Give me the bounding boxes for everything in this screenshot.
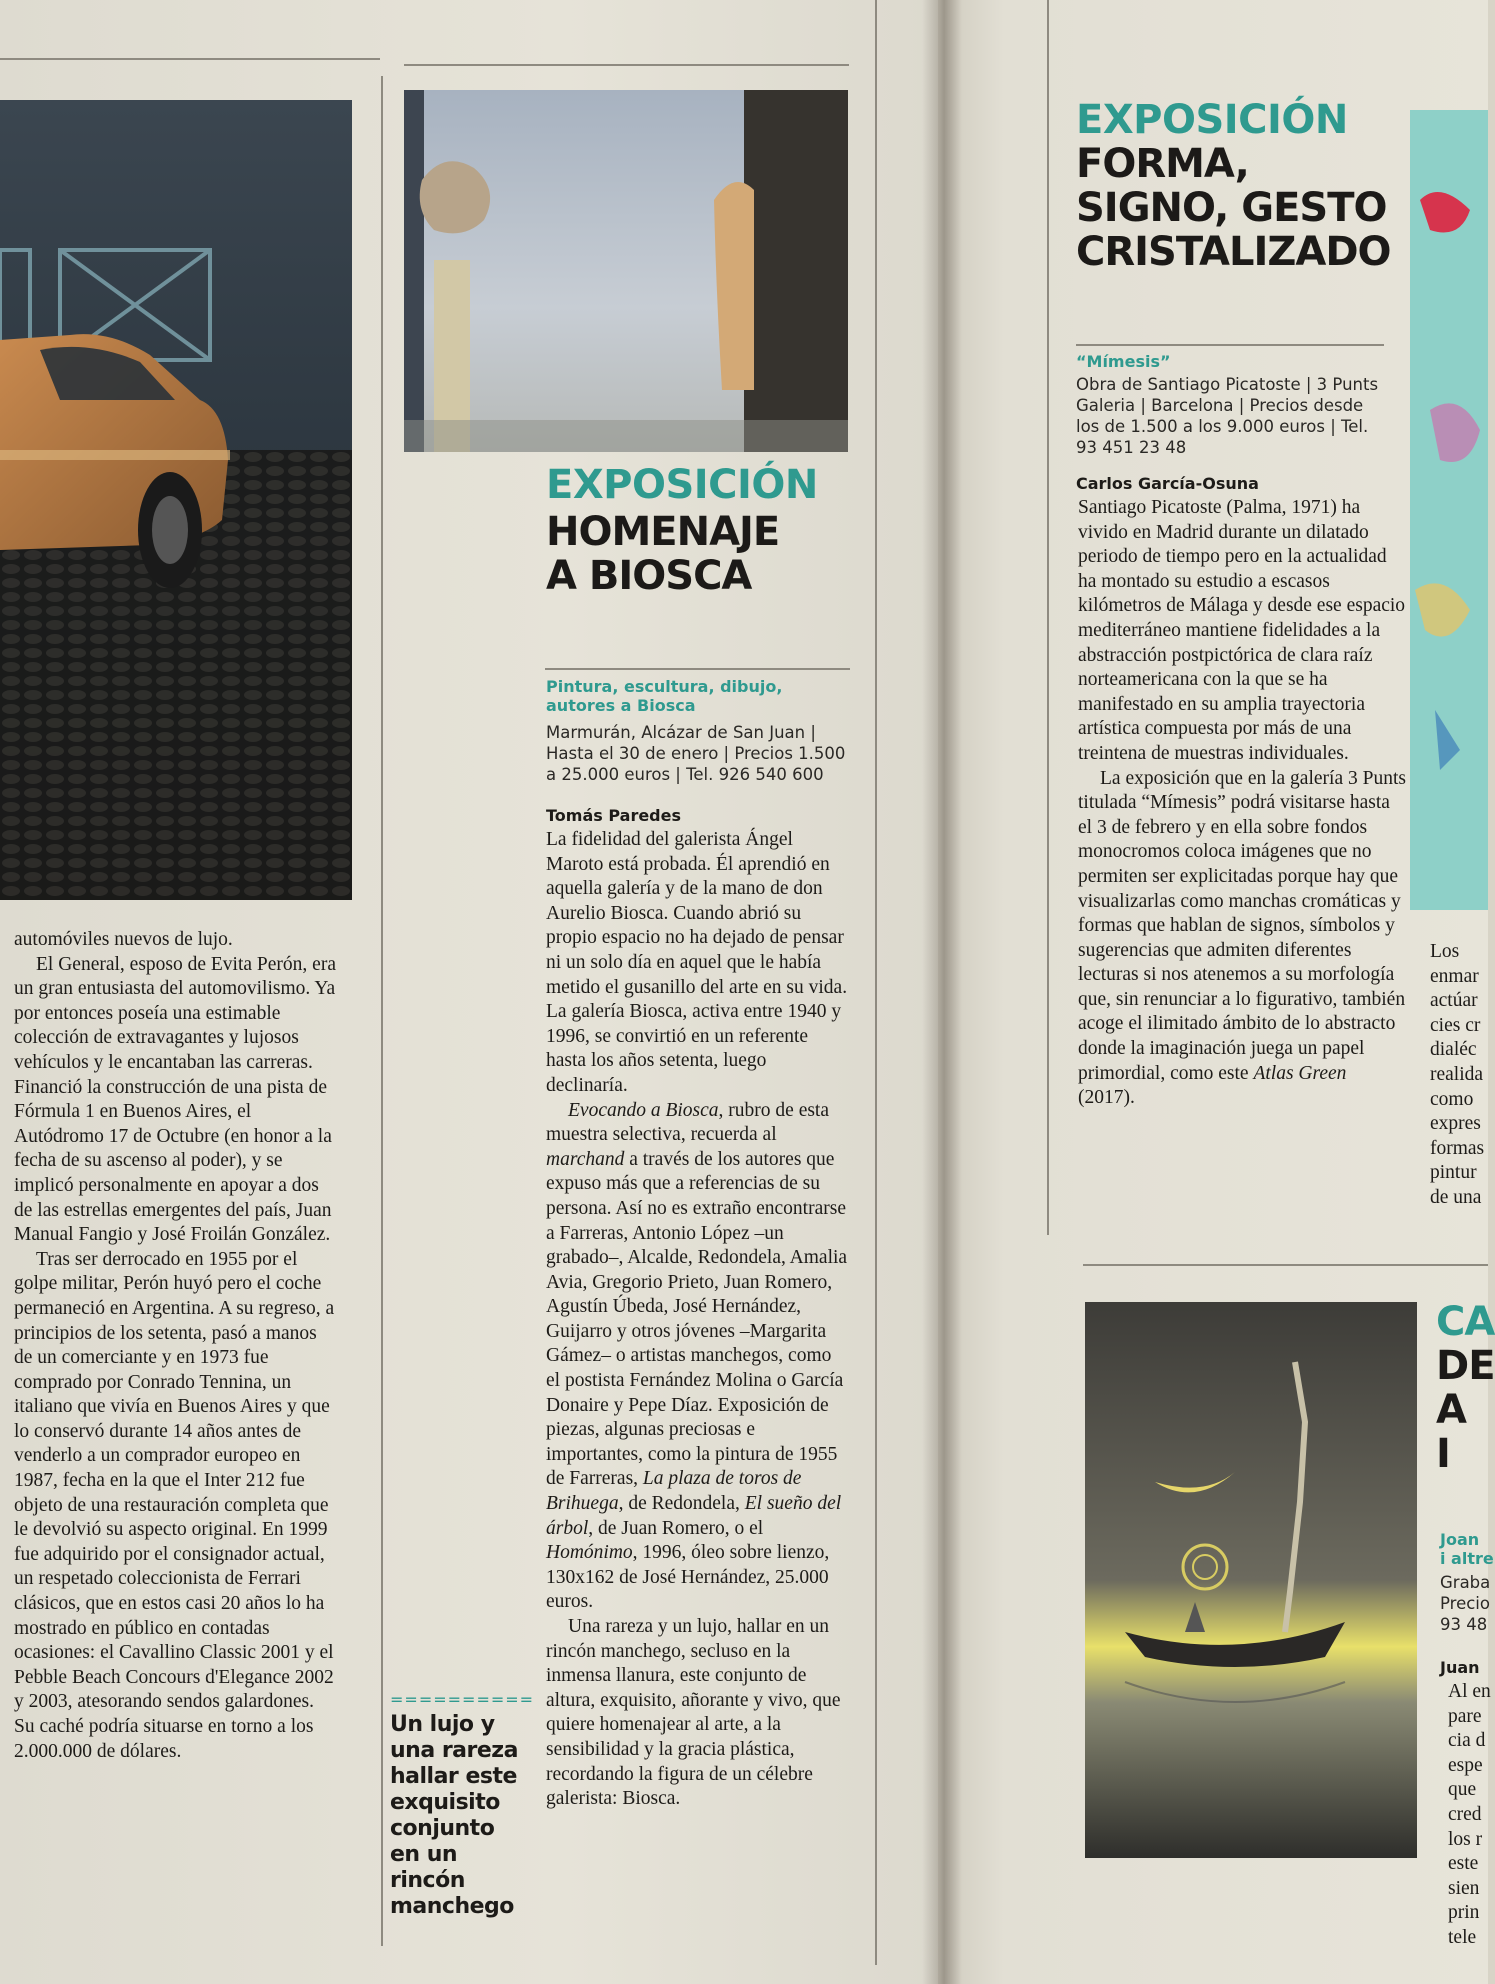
section-rule-right bbox=[1083, 1264, 1488, 1266]
biosca-author: Tomás Paredes bbox=[546, 806, 682, 825]
cut-article-meta bbox=[1440, 1530, 1494, 1568]
cut-body-line: prin bbox=[1448, 1902, 1480, 1924]
biosca-headline-line-2: A BIOSCA bbox=[546, 553, 752, 599]
biosca-paragraph-1: La fidelidad del galerista Ángel Maroto está probada. Él aprendió en aquella galería y de la mano de don Aurelio Biosca. Cuando abrió su propio espacio no ha dejado de pensar ni un solo día en aquel que le había metido el gusanillo del arte en su vida. La galería Biosca, activa entre 1940 y 1996, se convirtió en un referente hasta los años setenta, luego declinaría. bbox=[546, 829, 848, 1096]
cut-line: pintur bbox=[1430, 1162, 1477, 1184]
column-divider-middle bbox=[875, 0, 877, 1965]
cut-line: Los bbox=[1430, 941, 1460, 962]
biosca-body bbox=[546, 828, 848, 1812]
picatoste-paragraph-1: Santiago Picatoste (Palma, 1971) ha vivido en Madrid durante un dilatado periodo de tiempo pero en la actualidad ha montado su estudio a escasos kilómetros de Málaga y desde ese espacio mediterráneo mantiene fidelidades a la abstracción postpictórica de clara raíz norteamericana con la que se ha manifestado en su amplia trayectoria artística compuesta por más de una treintena de muestras individuales. bbox=[1078, 497, 1406, 764]
cut-line: enmar bbox=[1430, 965, 1479, 987]
biosca-p2-marchand: marchand bbox=[546, 1148, 625, 1170]
top-rule-left bbox=[0, 58, 380, 60]
cut-article-info bbox=[1440, 1572, 1491, 1635]
cut-info-line: 93 48 bbox=[1440, 1615, 1488, 1634]
cut-body-line: sien bbox=[1448, 1877, 1480, 1899]
picatoste-meta-title: “Mímesis” bbox=[1076, 352, 1171, 371]
top-rule-middle bbox=[404, 64, 849, 66]
left-paragraph-2: Tras ser derrocado en 1955 por el golpe militar, Perón huyó pero el coche permaneció en Argentina. A su regreso, a principios de los setenta, pasó a manos de un comerciante y en 1973 fue comprado por Conrado Tennina, un italiano que vivía en Buenos Aires y que lo conservó durante 14 años antes de venderlo a un comprador europeo en 1987, fecha en la que el Inter 212 fue objeto de una restauración completa que le devolvió su aspecto original. En 1999 fue adquirido por el consignador actual, un respetado coleccionista de Ferrari clásicos, que en estos casi 20 años lo ha mostrado en público en contadas ocasiones: el Cavallino Classic 2001 y el Pebble Beach Concours d'Elegance 2002 y 2003, atesorando sendos galardones. Su caché podría situarse en torno a los 2.000.000 de dólares. bbox=[14, 1248, 335, 1762]
left-article-body bbox=[14, 928, 336, 1764]
cut-meta-line: Joan bbox=[1440, 1530, 1480, 1549]
biosca-p2-text-f: , de Redondela, bbox=[618, 1493, 745, 1515]
cut-body-line: pare bbox=[1448, 1705, 1482, 1727]
biosca-meta-rule bbox=[545, 668, 850, 670]
biosca-headline-line-1: HOMENAJE bbox=[546, 509, 780, 555]
pull-quote-rule: ========== bbox=[390, 1690, 535, 1709]
column-divider-left bbox=[381, 76, 383, 1946]
column-divider-right-page bbox=[1047, 0, 1049, 1235]
cut-body-line: que bbox=[1448, 1779, 1477, 1801]
biosca-p2-text-d: a través de los autores que expuso más que a referencias de su persona. Así no es extraño encontrarse a Farreras, Antonio López –un grabado–, Alcalde, Redondela, Amalia Avia, Gregorio Prieto, Juan Romero, Agustín Úbeda, José Hernández, Guijarro y otros jóvenes –Margarita Gámez– o artistas manchegos, como el postista Fernández Molina o García Donaire y Pepe Díaz. Exposición de piezas, algunas preciosas e importantes, como la pintura de 1955 de Farreras, bbox=[546, 1148, 848, 1490]
cut-body-line: cred bbox=[1448, 1803, 1482, 1825]
picatoste-paragraph-2 bbox=[1078, 767, 1406, 1111]
biosca-p2-work-3: Homónimo bbox=[546, 1542, 633, 1564]
left-paragraph-0: automóviles nuevos de lujo. bbox=[14, 929, 233, 950]
cut-line: cies cr bbox=[1430, 1014, 1481, 1036]
picatoste-p2-text-a: La exposición que en la galería 3 Punts titulada “Mímesis” podrá visitarse hasta el 3 de febrero y en ella sobre fondos monocromos coloca imágenes que no permiten ser explicitadas porque hay que visualizarlas como manchas cromáticas y formas que hablan de signos, símbolos y sugerencias que admiten diferentes lecturas si nos atenemos a su morfología que, sin renunciar a lo figurativo, también acoge el ilimitado ámbito de lo abstracto donde la imaginación juega un papel primordial, como este bbox=[1078, 767, 1406, 1084]
picatoste-p2-work: Atlas Green bbox=[1253, 1062, 1347, 1084]
biosca-painting bbox=[404, 90, 848, 452]
cut-info-line: Graba bbox=[1440, 1573, 1491, 1592]
biosca-p2-text-b: , rubro de esta muestra selectiva, recuerda al bbox=[546, 1099, 830, 1146]
cut-column-right bbox=[1430, 940, 1488, 1211]
cut-article-body bbox=[1448, 1680, 1491, 1951]
cut-body-line: tele bbox=[1448, 1926, 1477, 1948]
cut-line: formas bbox=[1430, 1137, 1485, 1159]
cut-line: realida bbox=[1430, 1063, 1484, 1085]
biosca-meta-title: Pintura, escultura, dibujo, autores a Biosca bbox=[546, 677, 783, 715]
picatoste-headline-line-2: SIGNO, GESTO bbox=[1076, 185, 1387, 231]
biosca-kicker: EXPOSICIÓN bbox=[546, 462, 818, 508]
biosca-p2-title: Evocando a Biosca bbox=[568, 1099, 719, 1121]
cut-line: como bbox=[1430, 1088, 1474, 1110]
atlas-green-artwork bbox=[1410, 110, 1488, 910]
left-paragraph-1: El General, esposo de Evita Perón, era un gran entusiasta del automovilismo. Ya por entonces poseía una estimable colección de extravagantes y lujosos vehículos y le encantaban las carreras. Financió la construcción de una pista de Fórmula 1 en Buenos Aires, el Autódromo 17 de Octubre (en honor a la fecha de su ascenso al poder), y se implicó personalmente en apoyar a dos de las estrellas emergentes del país, Juan Manual Fangio y José Froilán González. bbox=[14, 953, 336, 1246]
picatoste-body bbox=[1078, 496, 1406, 1111]
cut-body-line: cia d bbox=[1448, 1730, 1486, 1752]
picatoste-meta-info: Obra de Santiago Picatoste | 3 Punts Galeria | Barcelona | Precios desde los de 1.500 a los 9.000 euros | Tel. 93 451 23 48 bbox=[1076, 375, 1379, 457]
cut-headline-line: DE bbox=[1436, 1343, 1495, 1389]
cut-body-line: Al en bbox=[1448, 1681, 1491, 1702]
cut-body-line: este bbox=[1448, 1853, 1479, 1875]
picatoste-meta-rule bbox=[1076, 344, 1384, 346]
cut-line: expres bbox=[1430, 1113, 1481, 1135]
biosca-p2-work-2: El sueño del árbol bbox=[546, 1493, 842, 1539]
cut-article-headline bbox=[1436, 1299, 1495, 1477]
cut-headline-line: A I bbox=[1436, 1387, 1466, 1477]
biosca-meta-info: Marmurán, Alcázar de San Juan | Hasta el 30 de enero | Precios 1.500 a 25.000 euros | Tel. 926 540 600 bbox=[546, 723, 846, 784]
cut-line: actúar bbox=[1430, 990, 1478, 1012]
cut-meta-line: i altre bbox=[1440, 1549, 1494, 1568]
page-gutter bbox=[922, 0, 962, 1984]
picatoste-kicker: EXPOSICIÓN bbox=[1076, 97, 1348, 143]
biosca-p2-work-1: La plaza de toros de Brihuega bbox=[546, 1468, 802, 1515]
biosca-paragraph-3: Una rareza y un lujo, hallar en un rincón manchego, secluso en la inmensa llanura, este conjunto de altura, exquisito, añorante y vivo, que quiere homenajear al arte, a la sensibilidad y la gracia plástica, recordando la figura de un célebre galerista: Biosca. bbox=[546, 1616, 841, 1810]
cut-body-line: espe bbox=[1448, 1754, 1483, 1776]
picatoste-headline-line-1: FORMA, bbox=[1076, 141, 1249, 187]
etching-artwork bbox=[1085, 1302, 1417, 1858]
car-photo bbox=[0, 100, 352, 900]
cut-body-line: los r bbox=[1448, 1828, 1483, 1850]
biosca-p2-text-j: , 1996, óleo sobre lienzo, 130x162 de José Hernández, 25.000 euros. bbox=[546, 1542, 830, 1613]
biosca-p2-text-h: , de Juan Romero, o el bbox=[588, 1517, 764, 1539]
cut-article-author: Juan bbox=[1440, 1658, 1480, 1677]
picatoste-headline-line-3: CRISTALIZADO bbox=[1076, 229, 1391, 275]
cut-info-line: Precio bbox=[1440, 1594, 1490, 1613]
pull-quote: Un lujo y una rareza hallar este exquisito conjunto en un rincón manchego bbox=[390, 1712, 518, 1919]
picatoste-author: Carlos García-Osuna bbox=[1076, 474, 1259, 493]
cut-headline-line: CA bbox=[1436, 1299, 1495, 1345]
cut-line: de una bbox=[1430, 1186, 1482, 1208]
picatoste-p2-text-c: (2017). bbox=[1078, 1087, 1135, 1109]
biosca-paragraph-2 bbox=[546, 1099, 848, 1615]
cut-line: dialéc bbox=[1430, 1039, 1477, 1061]
